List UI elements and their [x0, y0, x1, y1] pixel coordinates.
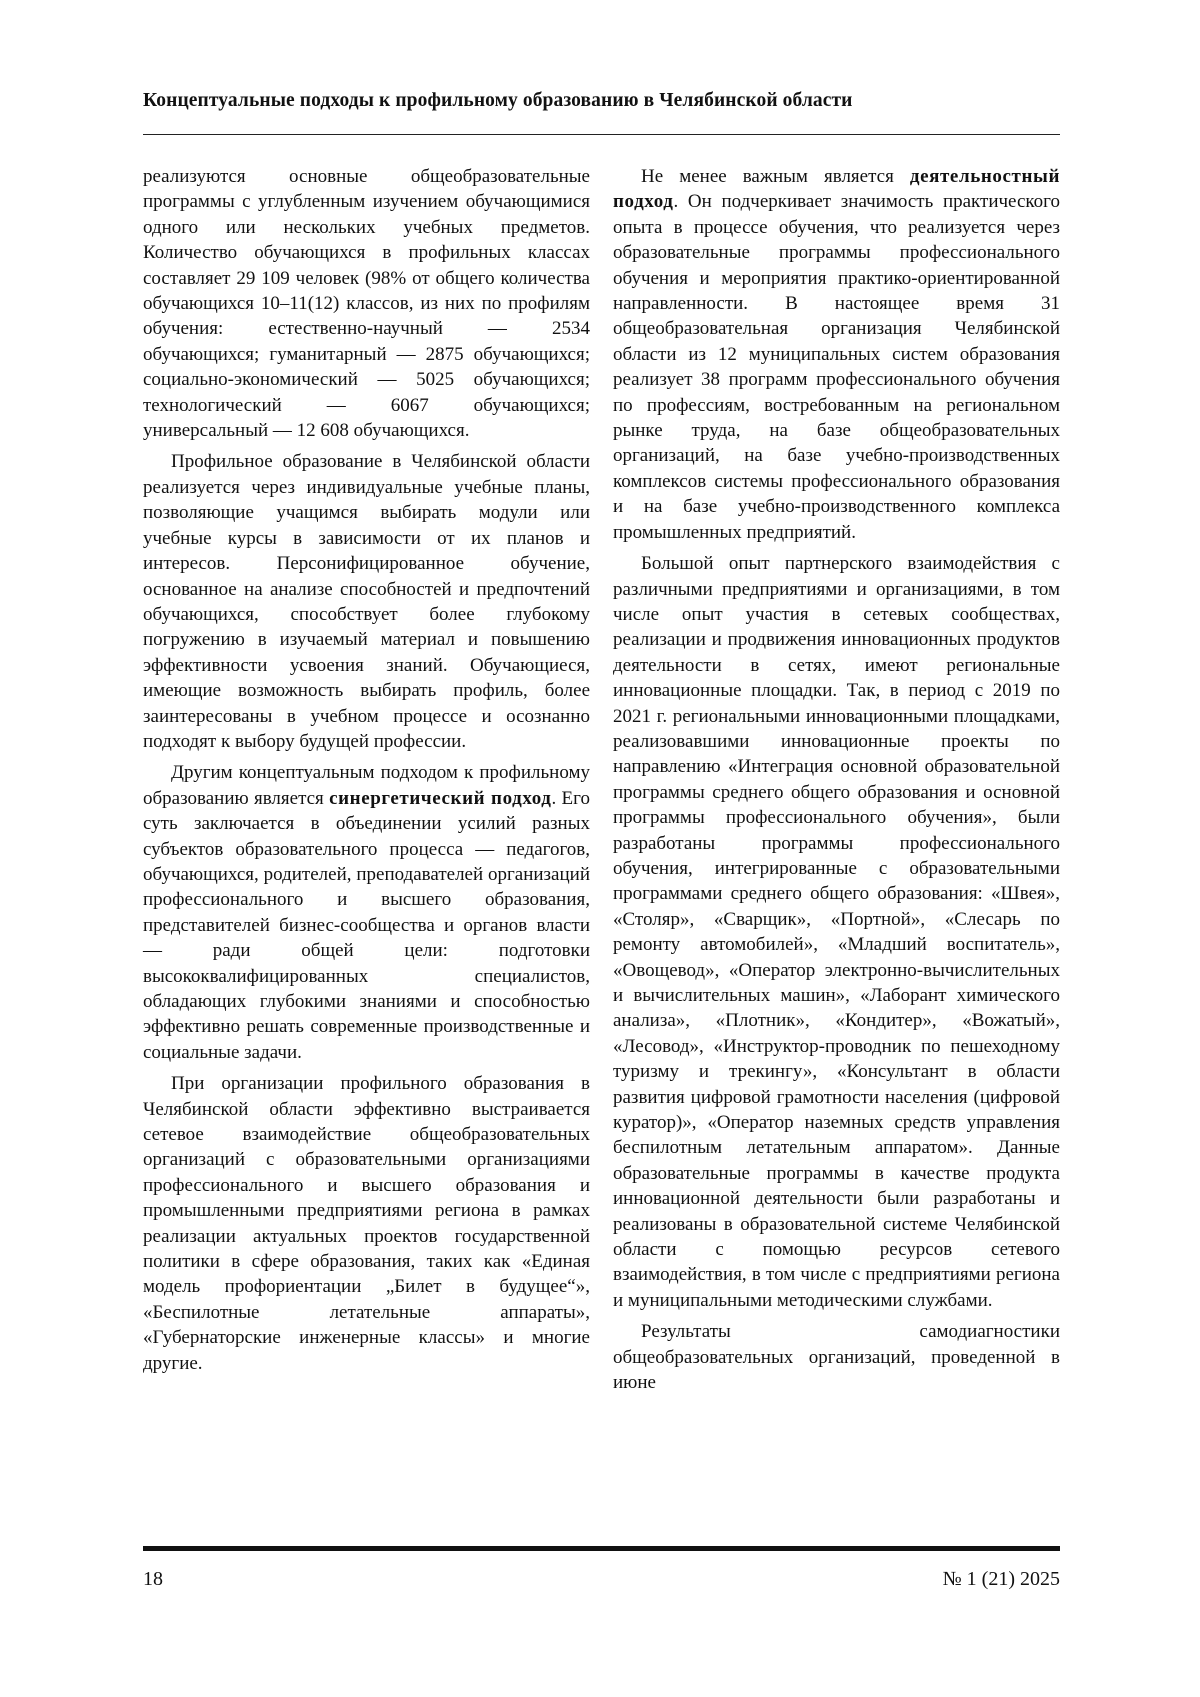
paragraph	[143, 760, 590, 1065]
text-run: Другим концептуальным подходом к профильному образованию является	[143, 762, 590, 809]
right-column	[613, 164, 1060, 1402]
term-activity-approach: деятельностный подход	[613, 166, 1060, 213]
running-header: Концептуальные подходы к профильному образованию в Челябинской области	[143, 90, 853, 111]
paragraph: Результаты самодиагностики общеобразовательных организаций, проведенной в июне	[613, 1321, 1060, 1394]
header-divider	[143, 134, 1060, 135]
paragraph: Профильное образование в Челябинской области реализуется через индивидуальные учебные планы, позволяющие учащимся выбирать модули или учебные курсы в зависимости от их планов и интересов. Персонифицированное обучение, основанное на анализе способностей и предпочтений обучающихся, способствует более глубокому погружению в изучаемый материал и повышению эффективности усвоения знаний. Обучающиеся, имеющие возможность выбирать профиль, более заинтересованы в учебном процессе и осознанно подходят к выбору будущей профессии.	[143, 451, 590, 752]
paragraph	[613, 164, 1060, 545]
page-number: 18	[143, 1568, 163, 1590]
footer-divider	[143, 1546, 1060, 1551]
issue-label: № 1 (21) 2025	[942, 1568, 1060, 1590]
text-run: Не менее важным является	[641, 166, 910, 187]
paragraph: Большой опыт партнерского взаимодействия с различными предприятиями и организациями, в том числе опыт участия в сетевых сообществах, реализации и продвижения инновационных продуктов деятельности в сетях, имеют региональные инновационные площадки. Так, в период с 2019 по 2021 г. региональными инновационными площадками, реализовавшими инновационные проекты по направлению «Интеграция основной образовательной программы среднего общего образования и основной программы профессионального обучения», были разработаны программы профессионального обучения, интегрированные с образовательными программами среднего общего образования: «Швея», «Столяр», «Сварщик», «Портной», «Слесарь по ремонту автомобилей», «Младший воспитатель», «Овощевод», «Оператор электронно-вычислительных и вычислительных машин», «Лаборант химического анализа», «Плотник», «Кондитер», «Вожатый», «Лесовод», «Инструктор-проводник по пешеходному туризму и трекингу», «Консультант в области развития цифровой грамотности населения (цифровой куратор)», «Оператор наземных средств управления беспилотным летательным аппаратом». Данные образовательные программы в качестве продукта инновационной деятельности были разработаны и реализованы в образовательной системе Челябинской области с помощью ресурсов сетевого взаимодействия, в том числе с предприятиями региона и муниципальными методическими службами.	[613, 553, 1060, 1311]
paragraph: реализуются основные общеобразовательные программы с углубленным изучением обучающимися одного или нескольких учебных предметов. Количество обучающихся в профильных классах составляет 29 109 человек (98% от общего количества обучающихся 10–11(12) классов, из них по профилям обучения: естественно-научный — 2534 обучающихся; гуманитарный — 2875 обучающихся; социально-экономический — 5025 обучающихся; технологический — 6067 обучающихся; универсальный — 12 608 обучающихся.	[143, 166, 590, 442]
left-column	[143, 164, 590, 1382]
paragraph: При организации профильного образования в Челябинской области эффективно выстраивается сетевое взаимодействие общеобразовательных организаций с образовательными организациями профессионального и высшего образования и промышленными предприятиями региона в рамках реализации актуальных проектов государственной политики в сфере образования, таких как «Единая модель профориентации „Билет в будущее“», «Беспилотные летательные аппараты», «Губернаторские инженерные классы» и многие другие.	[143, 1073, 590, 1374]
text-run: . Его суть заключается в объединении усилий разных субъектов образовательного процесса — педагогов, обучающихся, родителей, преподавателей организаций профессионального и высшего образования, представителей бизнес-сообщества и органов власти — ради общей цели: подготовки высококвалифицированных специалистов, обладающих глубокими знаниями и способностью эффективно решать современные производственные и социальные задачи.	[143, 787, 590, 1063]
text-run: . Он подчеркивает значимость практического опыта в процессе обучения, что реализуется через образовательные программы профессионального обучения и мероприятия практико-ориентированной направленности. В настоящее время 31 общеобразовательная организация Челябинской области из 12 муниципальных систем образования реализует 38 программ профессионального обучения по профессиям, востребованным на региональном рынке труда, на базе общеобразовательных организаций, на базе учебно-производственных комплексов системы профессионального образования и на базе учебно-производственного комплекса промышленных предприятий.	[613, 191, 1060, 543]
term-synergetic-approach: синергетический подход	[329, 787, 552, 809]
